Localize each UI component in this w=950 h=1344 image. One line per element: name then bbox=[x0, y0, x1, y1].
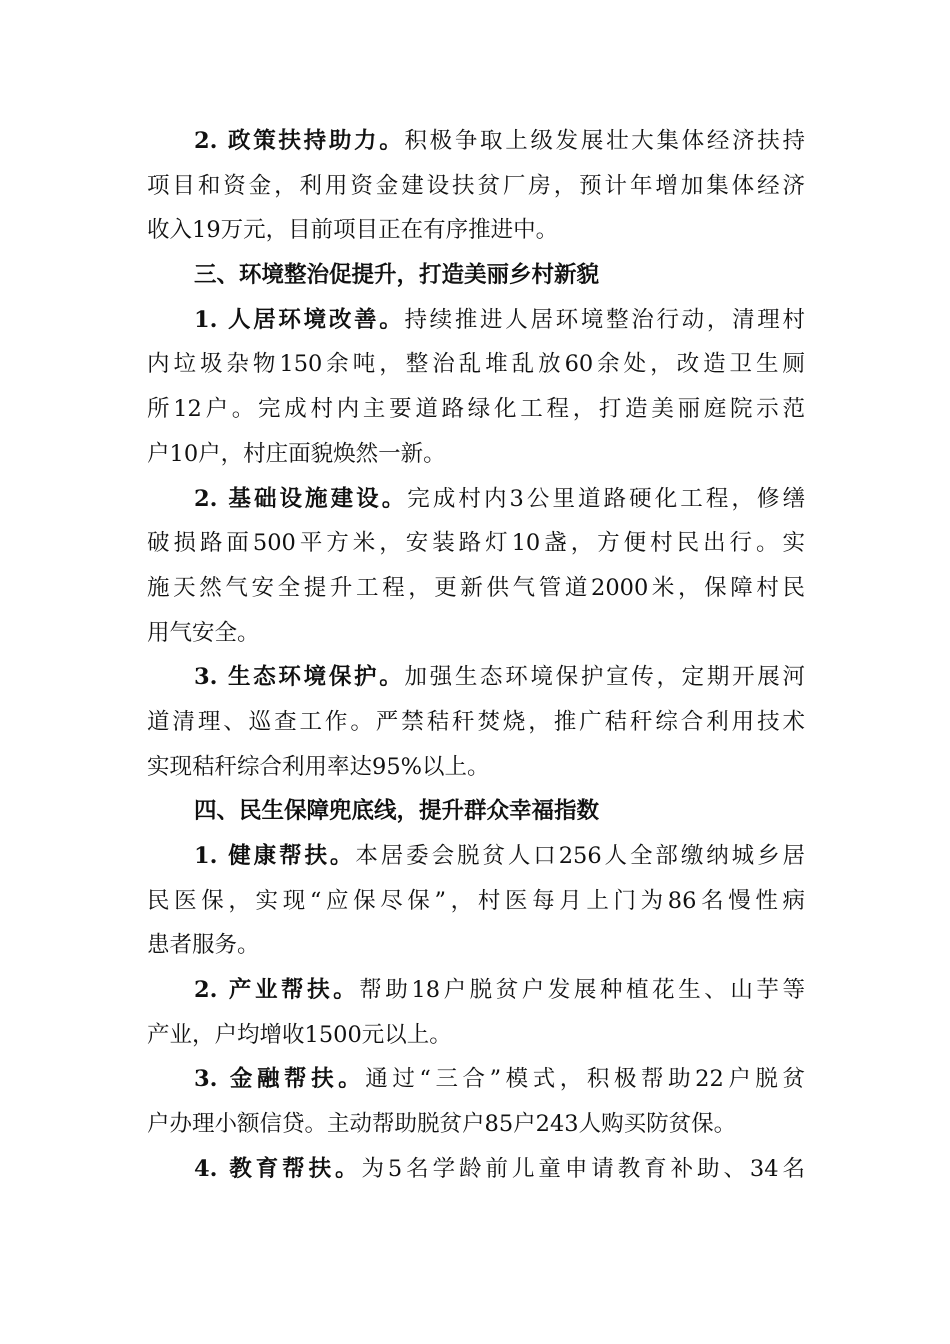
paragraph-text: 收入19万元，目前项目正在有序推进中。 bbox=[147, 217, 559, 244]
paragraph-text: 本居委会脱贫人口256人全部缴纳城乡居 bbox=[355, 843, 805, 869]
paragraph-line bbox=[147, 298, 805, 343]
paragraph-text: 积极争取上级发展壮大集体经济扶持 bbox=[404, 128, 805, 154]
paragraph-lead: 4. 教育帮扶。 bbox=[194, 1155, 362, 1182]
paragraph bbox=[147, 298, 805, 477]
section-heading: 四、民生保障兜底线，提升群众幸福指数 bbox=[194, 798, 600, 825]
paragraph-lead: 2. 政策扶持助力。 bbox=[194, 128, 405, 154]
paragraph bbox=[147, 477, 805, 656]
paragraph-text: 通过“三合”模式，积极帮助22户脱贫 bbox=[365, 1066, 806, 1093]
paragraph bbox=[147, 1147, 805, 1192]
paragraph-text: 用气安全。 bbox=[147, 619, 260, 646]
paragraph-line bbox=[147, 566, 805, 611]
paragraph-line bbox=[147, 968, 805, 1013]
paragraph-text: 施天然气安全提升工程，更新供气管道2000米，保障村民 bbox=[147, 574, 805, 601]
paragraph-line bbox=[147, 1057, 805, 1102]
paragraph-line bbox=[147, 208, 805, 253]
paragraph-text: 患者服务。 bbox=[147, 932, 260, 959]
paragraph-text: 实现秸秆综合利用率达95%以上。 bbox=[147, 753, 490, 780]
paragraph-text: 破损路面500平方米，安装路灯10盏，方便村民出行。实 bbox=[147, 530, 805, 557]
paragraph-line bbox=[147, 521, 805, 566]
paragraph bbox=[147, 1057, 805, 1146]
paragraph-text: 加强生态环境保护宣传，定期开展河 bbox=[404, 664, 805, 691]
paragraph-line bbox=[147, 923, 805, 968]
paragraph-text: 产业，户均增收1500元以上。 bbox=[147, 1021, 452, 1048]
paragraph bbox=[147, 968, 805, 1057]
paragraph-line bbox=[147, 1013, 805, 1058]
document-page bbox=[147, 119, 805, 1192]
paragraph-text: 内垃圾杂物150余吨，整治乱堆乱放60余处，改造卫生厕 bbox=[147, 351, 805, 378]
paragraph-line bbox=[147, 655, 805, 700]
paragraph-line bbox=[147, 745, 805, 790]
paragraph-line bbox=[147, 611, 805, 656]
paragraph-text: 户办理小额信贷。主动帮助脱贫户85户243人购买防贫保。 bbox=[147, 1111, 737, 1138]
paragraph-lead: 1. 健康帮扶。 bbox=[194, 843, 356, 869]
paragraph-line bbox=[147, 119, 805, 164]
paragraph-text: 项目和资金，利用资金建设扶贫厂房，预计年增加集体经济 bbox=[147, 172, 805, 199]
paragraph-lead: 2. 产业帮扶。 bbox=[194, 977, 360, 1004]
paragraph-text: 户10户，村庄面貌焕然一新。 bbox=[147, 440, 446, 467]
paragraph-text: 完成村内3公里道路硬化工程，修缮 bbox=[407, 485, 805, 512]
paragraph-text: 所12户。完成村内主要道路绿化工程，打造美丽庭院示范 bbox=[147, 396, 805, 423]
paragraph-text: 道清理、巡查工作。严禁秸秆焚烧，推广秸秆综合利用技术 bbox=[147, 708, 805, 735]
paragraph-lead: 2. 基础设施建设。 bbox=[194, 485, 408, 512]
paragraph-text: 民医保，实现“应保尽保”，村医每月上门为86名慢性病 bbox=[147, 887, 805, 914]
paragraph-text: 帮助18户脱贫户发展种植花生、山芋等 bbox=[359, 977, 805, 1004]
paragraph-text: 持续推进人居环境整治行动，清理村 bbox=[404, 306, 805, 333]
paragraph-line bbox=[147, 879, 805, 924]
paragraph bbox=[147, 119, 805, 253]
paragraph-lead: 3. 金融帮扶。 bbox=[194, 1066, 366, 1093]
paragraph bbox=[147, 834, 805, 968]
section-heading: 三、环境整治促提升，打造美丽乡村新貌 bbox=[194, 262, 600, 289]
paragraph-line bbox=[147, 432, 805, 477]
paragraph-line bbox=[147, 164, 805, 209]
paragraph-line bbox=[147, 1147, 805, 1192]
paragraph bbox=[147, 655, 805, 789]
paragraph-line bbox=[147, 477, 805, 522]
paragraph-line bbox=[147, 834, 805, 879]
paragraph-line bbox=[147, 700, 805, 745]
paragraph-text: 为5名学龄前儿童申请教育补助、34名 bbox=[361, 1155, 805, 1182]
paragraph-line bbox=[147, 1102, 805, 1147]
paragraph-line bbox=[147, 387, 805, 432]
paragraph-lead: 3. 生态环境保护。 bbox=[194, 664, 405, 691]
paragraph-lead: 1. 人居环境改善。 bbox=[194, 306, 405, 333]
paragraph-line bbox=[147, 342, 805, 387]
